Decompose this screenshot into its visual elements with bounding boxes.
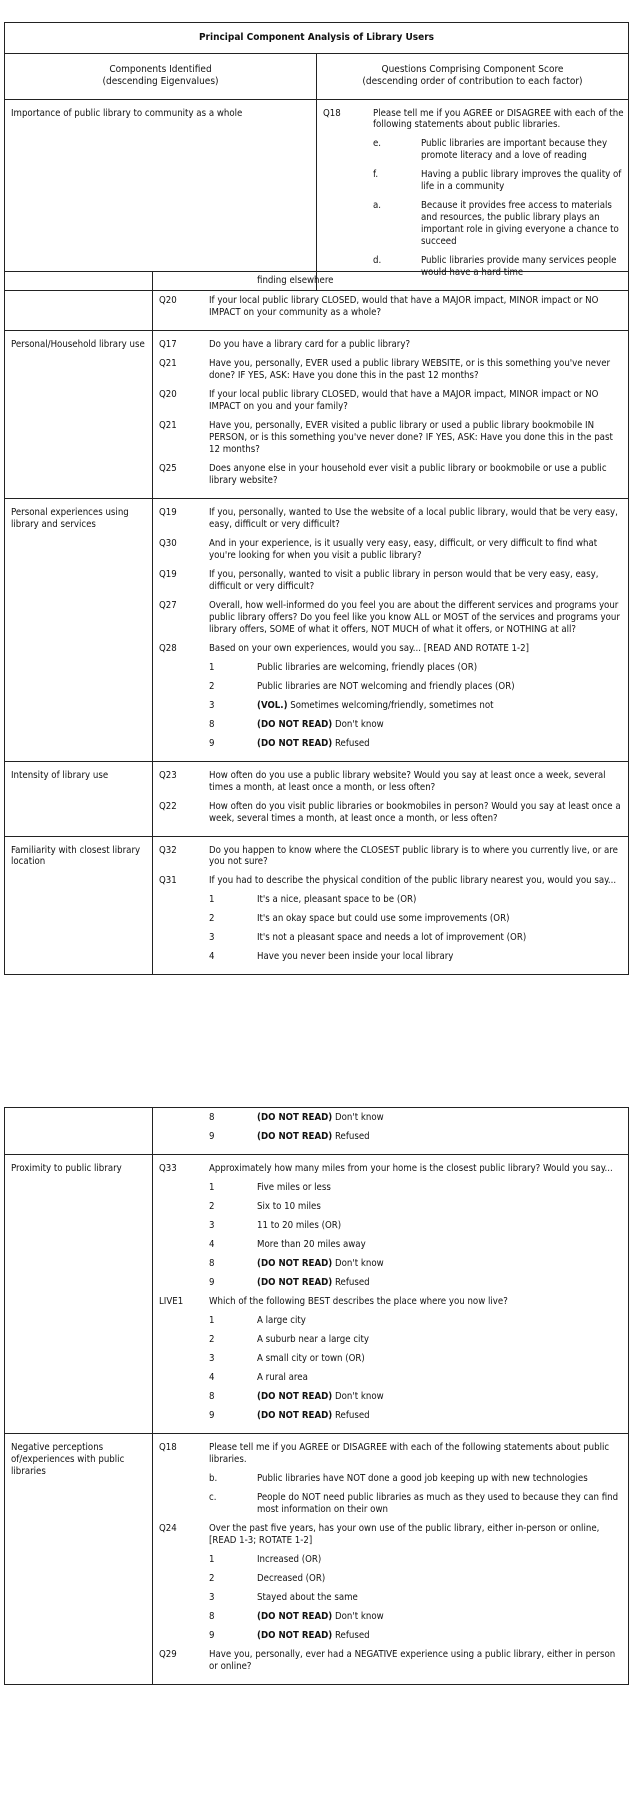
component-row <box>5 330 629 498</box>
option-label: More than 20 miles away <box>257 1238 366 1250</box>
answer-option <box>209 1258 624 1270</box>
column-header-questions: Questions Comprising Component Score (descending order of contribution to each factor) <box>317 53 629 99</box>
question-id: Q24 <box>159 1522 177 1534</box>
component-name <box>5 290 153 330</box>
option-text <box>257 1277 624 1289</box>
continuation-row <box>5 272 629 291</box>
continuation-text: finding elsewhere <box>257 275 334 286</box>
option-text <box>421 200 624 248</box>
option-label: Refused <box>332 1629 370 1641</box>
option-text <box>257 1353 624 1365</box>
question-item <box>159 295 624 319</box>
answer-option <box>209 662 624 674</box>
option-label: A suburb near a large city <box>257 1333 369 1345</box>
question-item <box>159 770 624 794</box>
option-label: Don't know <box>332 718 384 730</box>
option-key: 3 <box>209 699 215 711</box>
option-key: 3 <box>209 932 215 944</box>
component-name: Proximity to public library <box>5 1154 153 1433</box>
question-id: Q21 <box>159 357 177 369</box>
answer-option <box>209 719 624 731</box>
option-instruction: (DO NOT READ) <box>257 1112 333 1123</box>
answer-option <box>373 200 624 248</box>
component-row <box>5 1433 629 1684</box>
answer-option <box>373 138 624 162</box>
pca-table-part-2 <box>4 271 629 975</box>
answer-option <box>209 894 624 906</box>
answer-option <box>209 1334 624 1346</box>
answer-option <box>209 1391 624 1403</box>
option-key: a. <box>373 200 382 212</box>
question-id: Q21 <box>159 419 177 431</box>
component-name: Intensity of library use <box>5 761 153 836</box>
question-item <box>159 358 624 382</box>
option-key: 2 <box>209 1333 215 1345</box>
option-label: 11 to 20 miles (OR) <box>257 1219 342 1231</box>
option-text <box>257 894 624 906</box>
option-text <box>257 1630 624 1642</box>
answer-option <box>209 1372 624 1384</box>
option-text <box>257 1492 624 1516</box>
option-label: Don't know <box>332 1390 384 1402</box>
option-label: Refused <box>332 1130 370 1142</box>
option-key: 8 <box>209 1112 215 1123</box>
option-label: Having a public library improves the quality of life in a community <box>421 169 622 193</box>
component-name: Personal experiences using library and services <box>5 498 153 761</box>
option-text <box>257 913 624 925</box>
option-text <box>257 1592 624 1604</box>
question-text: Does anyone else in your household ever visit a public library or bookmobile or use a public library website? <box>209 462 607 486</box>
question-item <box>159 538 624 562</box>
question-text: And in your experience, is it usually very easy, easy, difficult, or very difficult to find what you're looking for when you visit a public library? <box>209 537 598 561</box>
question-text: Based on your own experiences, would you say... [READ AND ROTATE 1-2] <box>209 642 529 654</box>
component-row <box>5 1108 629 1155</box>
table-body <box>5 290 629 974</box>
option-instruction: (DO NOT READ) <box>257 1390 333 1402</box>
option-label: Public libraries have NOT done a good job keeping up with new technologies <box>257 1472 588 1484</box>
option-key: f. <box>373 169 379 181</box>
option-instruction: (DO NOT READ) <box>257 1629 333 1641</box>
table-body <box>5 99 629 291</box>
answer-option <box>209 951 624 963</box>
option-key: 2 <box>209 680 215 692</box>
question-text: Have you, personally, EVER visited a public library or used a public library bookmobile IN PERSON, or is this something you've never done? IF YES, ASK: Have you done this in the past 12 months? <box>209 419 613 455</box>
question-id: Q30 <box>159 537 177 549</box>
answer-option <box>209 1131 624 1143</box>
question-text: Approximately how many miles from your home is the closest public library? Would you say... <box>209 1162 613 1174</box>
option-text <box>257 1220 624 1232</box>
header-row <box>5 53 629 99</box>
option-text <box>421 169 624 193</box>
option-key: 4 <box>209 1238 215 1250</box>
component-questions <box>153 1433 629 1684</box>
question-id: Q20 <box>159 294 177 306</box>
option-label: A rural area <box>257 1371 308 1383</box>
answer-option <box>209 1239 624 1251</box>
answer-option <box>209 1353 624 1365</box>
question-item <box>159 845 624 869</box>
option-key: 1 <box>209 894 215 906</box>
pca-table-part-1 <box>4 22 629 291</box>
component-name: Familiarity with closest library location <box>5 836 153 975</box>
component-questions <box>153 836 629 975</box>
option-label: Don't know <box>332 1610 384 1622</box>
question-id: Q28 <box>159 642 177 654</box>
question-id: Q33 <box>159 1162 177 1174</box>
option-text <box>257 662 624 674</box>
answer-option <box>209 1473 624 1485</box>
question-id: Q20 <box>159 388 177 400</box>
question-item <box>159 1649 624 1673</box>
option-key: c. <box>209 1491 217 1503</box>
option-text <box>257 1391 624 1403</box>
component-questions <box>153 1108 629 1155</box>
option-text <box>257 1315 624 1327</box>
option-label: Five miles or less <box>257 1181 331 1193</box>
option-label: It's an okay space but could use some improvements (OR) <box>257 913 510 925</box>
option-key: 1 <box>209 661 215 673</box>
option-text <box>257 1573 624 1585</box>
option-key: 3 <box>209 1219 215 1231</box>
question-text: Do you happen to know where the CLOSEST public library is to where you currently live, or are you not sure? <box>209 844 618 868</box>
option-key: 9 <box>209 1130 215 1142</box>
component-questions <box>317 99 629 291</box>
component-name: Negative perceptions of/experiences with public libraries <box>5 1433 153 1684</box>
option-text <box>257 1112 624 1124</box>
question-text: If you, personally, wanted to Use the website of a local public library, would that be very easy, easy, difficult or very difficult? <box>209 506 618 530</box>
option-key: 1 <box>209 1314 215 1326</box>
option-instruction: (DO NOT READ) <box>257 1257 333 1269</box>
title-row <box>5 23 629 54</box>
component-row <box>5 290 629 330</box>
option-label: It's a nice, pleasant space to be (OR) <box>257 894 417 906</box>
answer-option <box>209 1492 624 1516</box>
option-label: Increased (OR) <box>257 1553 322 1565</box>
component-questions <box>153 761 629 836</box>
answer-option <box>209 1630 624 1642</box>
option-instruction: (DO NOT READ) <box>257 1130 333 1142</box>
question-text: Have you, personally, EVER used a public library WEBSITE, or is this something you've never done? IF YES, ASK: Have you done this in the past 12 months? <box>209 357 611 381</box>
option-key: 1 <box>209 1181 215 1193</box>
option-text <box>257 700 624 712</box>
option-text <box>257 1410 624 1422</box>
question-text: Which of the following BEST describes the place where you now live? <box>209 1295 508 1307</box>
component-questions <box>153 330 629 498</box>
option-key: 9 <box>209 1629 215 1641</box>
answer-option <box>209 1592 624 1604</box>
question-id: Q22 <box>159 800 177 812</box>
option-label: Public libraries are important because they promote literacy and a love of reading <box>421 138 608 162</box>
question-item <box>159 643 624 655</box>
answer-option <box>209 1554 624 1566</box>
question-text: Have you, personally, ever had a NEGATIVE experience using a public library, either in person or online? <box>209 1648 616 1672</box>
question-text: If you, personally, wanted to visit a public library in person would that be very easy, easy, difficult or very difficult? <box>209 568 599 592</box>
option-key: 4 <box>209 951 215 963</box>
option-instruction: (DO NOT READ) <box>257 718 333 730</box>
answer-option <box>209 1315 624 1327</box>
option-label: Refused <box>332 1276 370 1288</box>
option-label: Don't know <box>332 1257 384 1269</box>
component-questions <box>153 290 629 330</box>
component-name: Personal/Household library use <box>5 330 153 498</box>
question-id: Q29 <box>159 1648 177 1660</box>
answer-option <box>209 681 624 693</box>
option-instruction: (DO NOT READ) <box>257 1409 333 1421</box>
option-text <box>257 1131 624 1143</box>
component-questions <box>153 1154 629 1433</box>
question-id: Q18 <box>159 1441 177 1453</box>
question-text: Please tell me if you AGREE or DISAGREE with each of the following statements about public libraries. <box>373 107 624 131</box>
option-label: Six to 10 miles <box>257 1200 321 1212</box>
question-item <box>159 801 624 825</box>
question-id: Q18 <box>323 107 341 119</box>
question-item <box>159 389 624 413</box>
option-key: 1 <box>209 1553 215 1565</box>
question-text: Please tell me if you AGREE or DISAGREE with each of the following statements about public libraries. <box>209 1441 610 1465</box>
option-text <box>257 1473 624 1485</box>
option-key: 2 <box>209 1572 215 1584</box>
option-text <box>257 1182 624 1194</box>
question-id: Q17 <box>159 338 177 350</box>
option-instruction: (DO NOT READ) <box>257 1276 333 1288</box>
option-label: Have you never been inside your local library <box>257 951 454 963</box>
option-key: 9 <box>209 737 215 749</box>
question-text: If your local public library CLOSED, would that have a MAJOR impact, MINOR impact or NO IMPACT on your community as a whole? <box>209 294 599 318</box>
answer-option <box>209 1220 624 1232</box>
question-id: Q25 <box>159 462 177 474</box>
option-key: e. <box>373 138 382 150</box>
answer-option <box>373 169 624 193</box>
question-text: If your local public library CLOSED, would that have a MAJOR impact, MINOR impact or NO IMPACT on you and your family? <box>209 388 599 412</box>
question-item <box>159 463 624 487</box>
question-id: Q32 <box>159 844 177 856</box>
option-key: d. <box>373 255 382 267</box>
option-label: Decreased (OR) <box>257 1572 326 1584</box>
column-header-components: Components Identified (descending Eigenvalues) <box>5 53 317 99</box>
option-text <box>257 719 624 731</box>
option-text <box>257 932 624 944</box>
option-label: Because it provides free access to materials and resources, the public library plays an important role in giving everyone a chance to succeed <box>421 200 619 248</box>
question-id: Q19 <box>159 506 177 518</box>
component-name <box>5 1108 153 1155</box>
answer-option <box>209 1611 624 1623</box>
question-id: Q23 <box>159 769 177 781</box>
answer-option <box>209 738 624 750</box>
question-id: Q19 <box>159 568 177 580</box>
question-item <box>159 569 624 593</box>
question-id: Q27 <box>159 599 177 611</box>
question-item <box>159 1523 624 1547</box>
component-row <box>5 1154 629 1433</box>
option-key: b. <box>209 1472 218 1484</box>
option-key: 3 <box>209 1352 215 1364</box>
option-instruction: (VOL.) <box>257 699 288 711</box>
option-instruction: (DO NOT READ) <box>257 737 333 749</box>
question-item <box>159 1442 624 1466</box>
answer-option <box>209 1573 624 1585</box>
answer-option <box>209 1112 624 1124</box>
question-item <box>159 1163 624 1175</box>
option-key: 3 <box>209 1591 215 1603</box>
option-key: 4 <box>209 1371 215 1383</box>
option-label: People do NOT need public libraries as much as they used to because they can find most information on their own <box>257 1491 619 1515</box>
table-title: Principal Component Analysis of Library Users <box>5 23 629 54</box>
component-row <box>5 761 629 836</box>
pca-table-part-3 <box>4 1107 629 1685</box>
answer-option <box>209 1201 624 1213</box>
question-text: If you had to describe the physical condition of the public library nearest you, would you say... <box>209 875 617 887</box>
component-name: Importance of public library to community as a whole <box>5 99 317 291</box>
component-row <box>5 99 629 291</box>
option-label: A large city <box>257 1314 306 1326</box>
option-label: Refused <box>332 1409 370 1421</box>
option-label: Public libraries are NOT welcoming and friendly places (OR) <box>257 680 515 692</box>
answer-option <box>209 913 624 925</box>
option-label: Sometimes welcoming/friendly, sometimes not <box>287 699 494 711</box>
option-key: 8 <box>209 718 215 730</box>
option-text <box>257 1372 624 1384</box>
question-id: LIVE1 <box>159 1295 184 1307</box>
option-key: 2 <box>209 1200 215 1212</box>
question-item <box>323 108 624 132</box>
question-item <box>159 1296 624 1308</box>
option-label: A small city or town (OR) <box>257 1352 365 1364</box>
option-text <box>257 681 624 693</box>
option-label: It's not a pleasant space and needs a lot of improvement (OR) <box>257 932 527 944</box>
option-text <box>257 1258 624 1270</box>
option-key: 8 <box>209 1610 215 1622</box>
component-row <box>5 498 629 761</box>
question-text: Do you have a library card for a public library? <box>209 338 411 350</box>
question-text: Overall, how well-informed do you feel you are about the different services and programs your public library offers? Do you feel like you know ALL or MOST of the services and programs your library offers, SOME of what it offers, NOT MUCH of what it offers, or NOTHING at all? <box>209 599 620 635</box>
table-body <box>5 1108 629 1685</box>
option-text <box>257 1334 624 1346</box>
question-text: How often do you visit public libraries or bookmobiles in person? Would you say at least once a week, several times a month, at least once a month, or less often? <box>209 800 621 824</box>
option-label: Public libraries are welcoming, friendly places (OR) <box>257 661 478 673</box>
option-text <box>257 1611 624 1623</box>
question-text: How often do you use a public library website? Would you say at least once a week, several times a month, at least once a month, or less often? <box>209 769 606 793</box>
option-text <box>257 1201 624 1213</box>
option-instruction: (DO NOT READ) <box>257 1610 333 1622</box>
option-text <box>257 1554 624 1566</box>
answer-option <box>209 1410 624 1422</box>
option-key: 8 <box>209 1257 215 1269</box>
answer-option <box>209 700 624 712</box>
question-item <box>159 339 624 351</box>
option-label: Public libraries provide many services people would have a hard time <box>421 255 617 279</box>
component-questions <box>153 498 629 761</box>
option-label: Stayed about the same <box>257 1591 358 1603</box>
question-item <box>159 507 624 531</box>
option-key: 9 <box>209 1409 215 1421</box>
answer-option <box>209 932 624 944</box>
option-key: 9 <box>209 1276 215 1288</box>
option-text <box>421 138 624 162</box>
option-key: 2 <box>209 913 215 925</box>
question-item <box>159 420 624 456</box>
component-row <box>5 836 629 975</box>
option-text <box>257 1239 624 1251</box>
option-text <box>257 738 624 750</box>
option-key: 8 <box>209 1390 215 1402</box>
question-item <box>159 600 624 636</box>
question-id: Q31 <box>159 875 177 887</box>
answer-option <box>209 1182 624 1194</box>
question-item <box>159 875 624 887</box>
answer-option <box>209 1277 624 1289</box>
option-text <box>257 951 624 963</box>
option-label: Refused <box>332 737 370 749</box>
option-label: Don't know <box>332 1112 384 1123</box>
question-text: Over the past five years, has your own use of the public library, either in-person or online, [READ 1-3; ROTATE 1-2] <box>209 1522 600 1546</box>
